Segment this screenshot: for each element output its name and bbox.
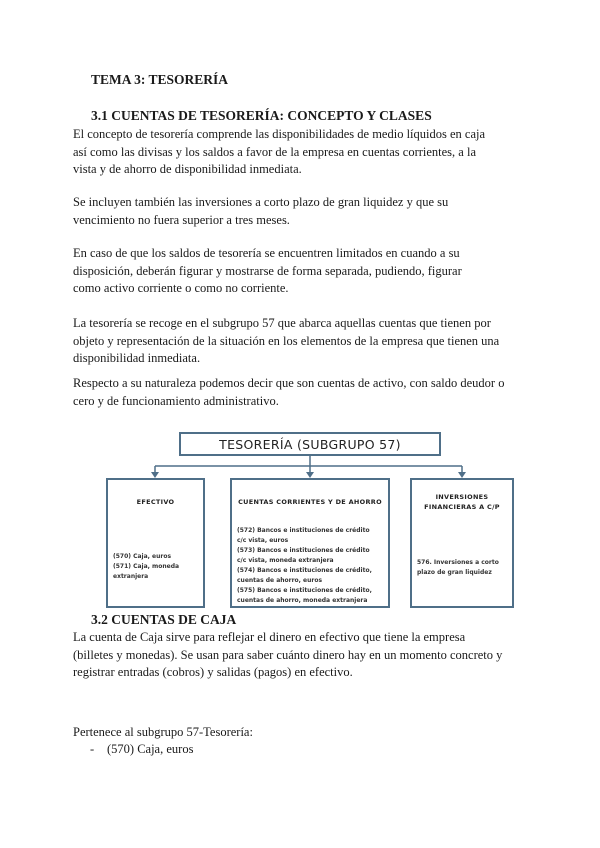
text-line: cero y de funcionamiento administrativo.: [73, 393, 279, 408]
diagram-title: TESORERÍA (SUBGRUPO 57): [179, 432, 441, 456]
paragraph-pertenece: [73, 724, 543, 742]
text-line: vencimiento no fuera superior a tres meses.: [73, 212, 290, 227]
section-1-heading: 3.1 CUENTAS DE TESORERÍA: CONCEPTO Y CLASES: [91, 108, 432, 123]
list-marker: -: [90, 742, 95, 756]
text-line: La tesorería se recoge en el subgrupo 57 que abarca aquellas cuentas que tienen por: [73, 316, 491, 330]
box-heading-line: INVERSIONES: [435, 493, 489, 501]
box-item: extranjera: [113, 573, 149, 580]
box-item: 576. Inversiones a corto: [417, 559, 499, 566]
text-line: así como las divisas y los saldos a favor de la empresa en cuentas corrientes, a la: [73, 144, 476, 159]
box-item: (570) Caja, euros: [113, 553, 172, 560]
box-item: cuentas de ahorro, euros: [237, 577, 323, 584]
box-item: (573) Bancos e instituciones de crédito: [237, 547, 370, 554]
text-line: disponibilidad inmediata.: [73, 351, 201, 365]
page-title: TEMA 3: TESORERÍA: [91, 72, 229, 87]
box-item: (574) Bancos e instituciones de crédito,: [237, 567, 372, 574]
text-line: El concepto de tesorería comprende las disponibilidades de medio líquidos en caja: [73, 127, 486, 141]
text-line: En caso de que los saldos de tesorería se encuentren limitados en cuando a su: [73, 246, 460, 260]
box-items: [417, 558, 509, 578]
box-cuentas-corrientes: [230, 478, 390, 608]
box-items: [237, 526, 385, 606]
box-item: (571) Caja, moneda: [113, 563, 180, 570]
box-item: (572) Bancos e instituciones de crédito: [237, 527, 370, 534]
box-items: [113, 552, 200, 582]
box-heading-line: FINANCIERAS A C/P: [424, 503, 500, 511]
box-item: cuentas de ahorro, moneda extranjera: [237, 597, 368, 604]
box-efectivo: [106, 478, 205, 608]
text-line: vista y de ahorro de disponibilidad inmediata.: [73, 162, 302, 176]
text-line: registrar entradas (cobros) y salidas (pagos) en efectivo.: [73, 665, 353, 679]
text-line: Respecto a su naturaleza podemos decir que son cuentas de activo, con saldo deudor o: [73, 376, 505, 390]
box-inversiones-financieras: [410, 478, 514, 608]
text-line: Pertenece al subgrupo 57-Tesorería:: [73, 725, 253, 739]
box-heading: [412, 492, 512, 512]
text-line: La cuenta de Caja sirve para reflejar el dinero en efectivo que tiene la empresa: [73, 630, 466, 644]
paragraph-caja: [73, 629, 543, 682]
text-line: disposición, deberán figurar y mostrarse de forma separada, pudiendo, figurar: [73, 263, 462, 278]
box-item: c/c vista, euros: [237, 537, 289, 544]
text-line: como activo corriente o como no corriente.: [73, 281, 289, 295]
box-item: plazo de gran liquidez: [417, 569, 492, 576]
text-line: objeto y representación de la situación en los elementos de la empresa que tienen una: [73, 333, 500, 348]
box-item: (575) Bancos e instituciones de crédito,: [237, 587, 372, 594]
box-heading: CUENTAS CORRIENTES Y DE AHORRO: [238, 498, 382, 506]
box-heading: EFECTIVO: [136, 498, 175, 506]
text-line: (billetes y monedas). Se usan para saber cuánto dinero hay en un momento concreto y: [73, 647, 503, 662]
text-line: Se incluyen también las inversiones a corto plazo de gran liquidez y que su: [73, 195, 449, 209]
list-item: (570) Caja, euros: [107, 742, 194, 756]
section-2-heading: 3.2 CUENTAS DE CAJA: [91, 612, 237, 627]
box-item: c/c vista, moneda extranjera: [237, 557, 334, 564]
